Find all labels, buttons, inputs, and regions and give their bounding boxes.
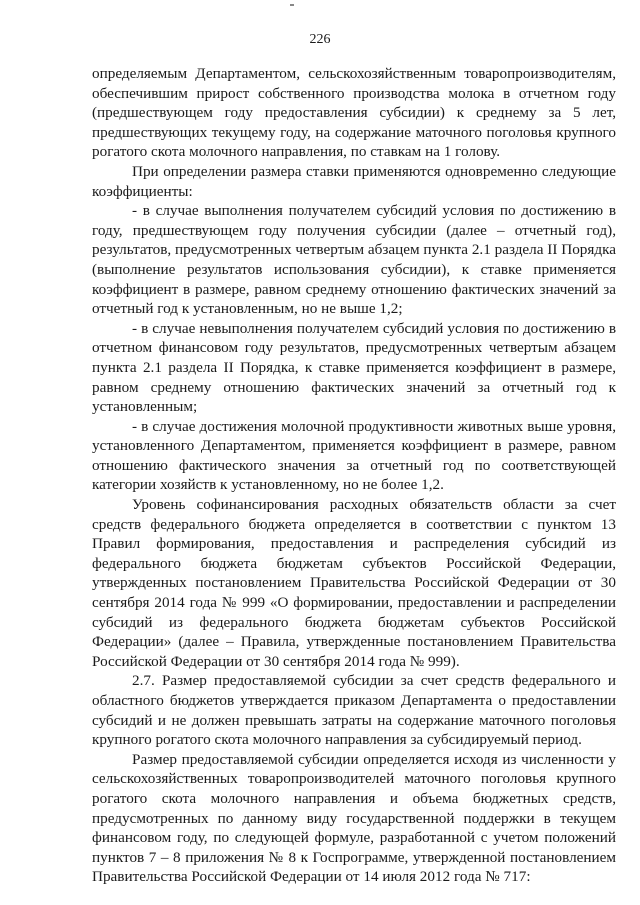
document-body: [92, 64, 616, 887]
paragraph-coefficient-fulfilled: - в случае выполнения получателем субсидий условия по достижению в году, предшествующем году получения субсидии (далее – отчетный год), результатов, предусмотренных четвертым абзацем пункта 2.1 раздела II Порядка (выполнение результатов использования субсидии), к ставке применяется коэффициент в размере, равном среднему отношению фактических значений за отчетный год к установленным, но не выше 1,2;: [92, 202, 616, 318]
paragraph-coefficient-productivity: - в случае достижения молочной продуктивности животных выше уровня, установленного Департаментом, применяется коэффициент в размере, равном отношению фактического значения за отчетный год по соответствующей категории хозяйств к установленному, но не более 1,2.: [92, 417, 616, 494]
paragraph-continuation: определяемым Департаментом, сельскохозяйственным товаропроизводителям, обеспечившим прирост собственного производства молока в отчетном году (предшествующем году предоставления субсидии) к среднему за 5 лет, предшествующих текущему году, на содержание маточного поголовья крупного рогатого скота молочного направления, по ставкам на 1 голову.: [92, 65, 616, 161]
scan-mark: [290, 4, 294, 6]
paragraph-section-2-7: 2.7. Размер предоставляемой субсидии за счет средств федерального и областного бюджетов утверждается приказом Департамента о предоставлении субсидий и не должен превышать затраты на содержание маточного поголовья крупного рогатого скота молочного направления за субсидируемый период.: [92, 672, 616, 749]
page-number: 226: [309, 32, 331, 47]
paragraph-coefficient-not-fulfilled: - в случае невыполнения получателем субсидий условия по достижению в отчетном финансовом году результатов, предусмотренных четвертым абзацем пункта 2.1 раздела II Порядка, к ставке применяется коэффициент в размере, равном среднему отношению фактических значений за отчетный год к установленным;: [92, 319, 616, 416]
paragraph-subsidy-formula: Размер предоставляемой субсидии определяется исходя из численности у сельскохозяйственных товаропроизводителей маточного поголовья крупного рогатого скота молочного направления и объема бюджетных средств, предусмотренных по данному виду государственной поддержки в текущем финансовом году, по следующей формуле, разработанной с учетом положений пунктов 7 – 8 приложения № 8 к Госпрограмме, утвержденной постановлением Правительства Российской Федерации от 14 июля 2012 года № 717:: [92, 750, 616, 886]
paragraph-cofinancing: Уровень софинансирования расходных обязательств области за счет средств федерального бюджета определяется в соответствии с пунктом 13 Правил формирования, предоставления и распределения субсидий из федерального бюджета бюджетам субъектов Российской Федерации, утвержденных постановлением Правительства Российской Федерации от 30 сентября 2014 года № 999 «О формировании, предоставлении и распределении субсидий из федерального бюджета бюджетам субъектов Российской Федерации» (далее – Правила, утвержденные постановлением Правительства Российской Федерации от 30 сентября 2014 года № 999).: [92, 496, 616, 670]
paragraph-coefficients-intro: При определении размера ставки применяются одновременно следующие коэффициенты:: [92, 162, 616, 200]
